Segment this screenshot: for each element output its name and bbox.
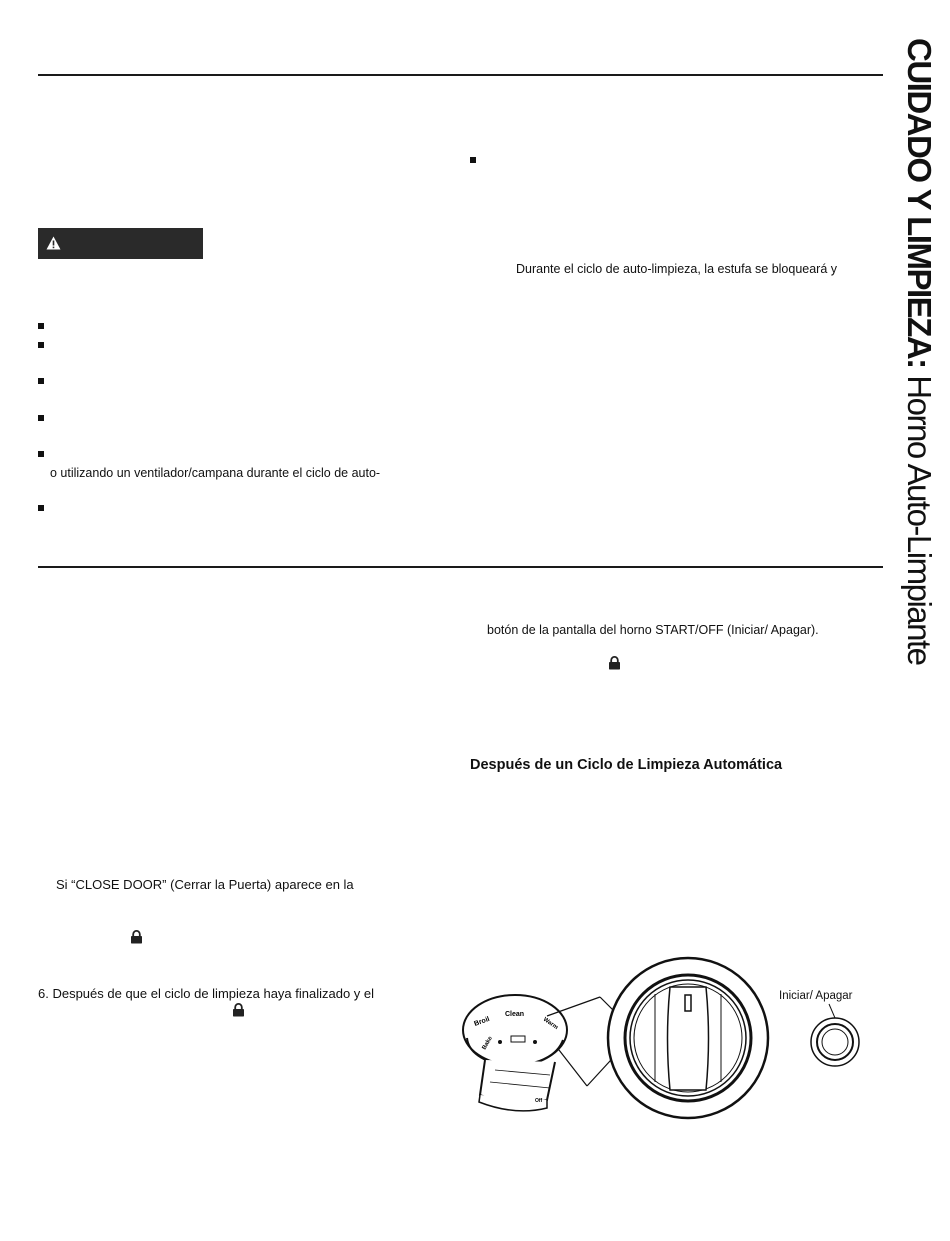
small-knob bbox=[463, 995, 567, 1111]
close-door-text: Si “CLOSE DOOR” (Cerrar la Puerta) aparece en la bbox=[56, 877, 354, 892]
large-knob bbox=[608, 958, 768, 1118]
side-title-light: Horno Auto-Limpiante bbox=[901, 367, 938, 665]
after-cycle-heading: Después de un Ciclo de Limpieza Automática bbox=[470, 757, 783, 773]
bullet-3 bbox=[38, 378, 44, 384]
lock-icon bbox=[232, 1003, 245, 1017]
top-rule bbox=[38, 74, 883, 76]
bullet-right-1 bbox=[470, 157, 476, 163]
bullet-2 bbox=[38, 342, 44, 348]
lock-icon bbox=[608, 656, 621, 670]
ventilation-text: o utilizando un ventilador/campana durante el ciclo de auto- bbox=[50, 466, 381, 480]
start-off-text: botón de la pantalla del horno START/OFF (Iniciar/ Apagar). bbox=[487, 623, 819, 637]
lock-icon bbox=[130, 930, 143, 944]
bullet-4 bbox=[38, 415, 44, 421]
warning-icon bbox=[46, 236, 61, 250]
warning-banner bbox=[38, 228, 203, 259]
bullet-6 bbox=[38, 505, 44, 511]
step6-text: 6. Después de que el ciclo de limpieza haya finalizado y el bbox=[38, 986, 375, 1001]
lock-text: Durante el ciclo de auto-limpieza, la estufa se bloqueará y bbox=[516, 262, 838, 276]
knob-label-warm: Warm bbox=[541, 1016, 559, 1032]
start-off-button-icon bbox=[811, 1004, 859, 1066]
bullet-5 bbox=[38, 451, 44, 457]
bullet-1 bbox=[38, 323, 44, 329]
side-title bbox=[896, 38, 940, 698]
knob-label-broil: Broil bbox=[473, 1015, 491, 1028]
button-leader-line bbox=[829, 1004, 835, 1018]
knob-label-clean: Clean bbox=[505, 1011, 525, 1018]
leader-line bbox=[559, 1050, 587, 1086]
knob-label-off: Off bbox=[535, 1098, 543, 1104]
start-off-button-label: Iniciar/ Apagar bbox=[779, 990, 853, 1002]
knob-label-bake: Bake bbox=[481, 1035, 494, 1051]
knob-figure bbox=[455, 950, 875, 1130]
middle-rule bbox=[38, 566, 883, 568]
side-title-bold: CUIDADO Y LIMPIEZA: bbox=[901, 38, 938, 368]
